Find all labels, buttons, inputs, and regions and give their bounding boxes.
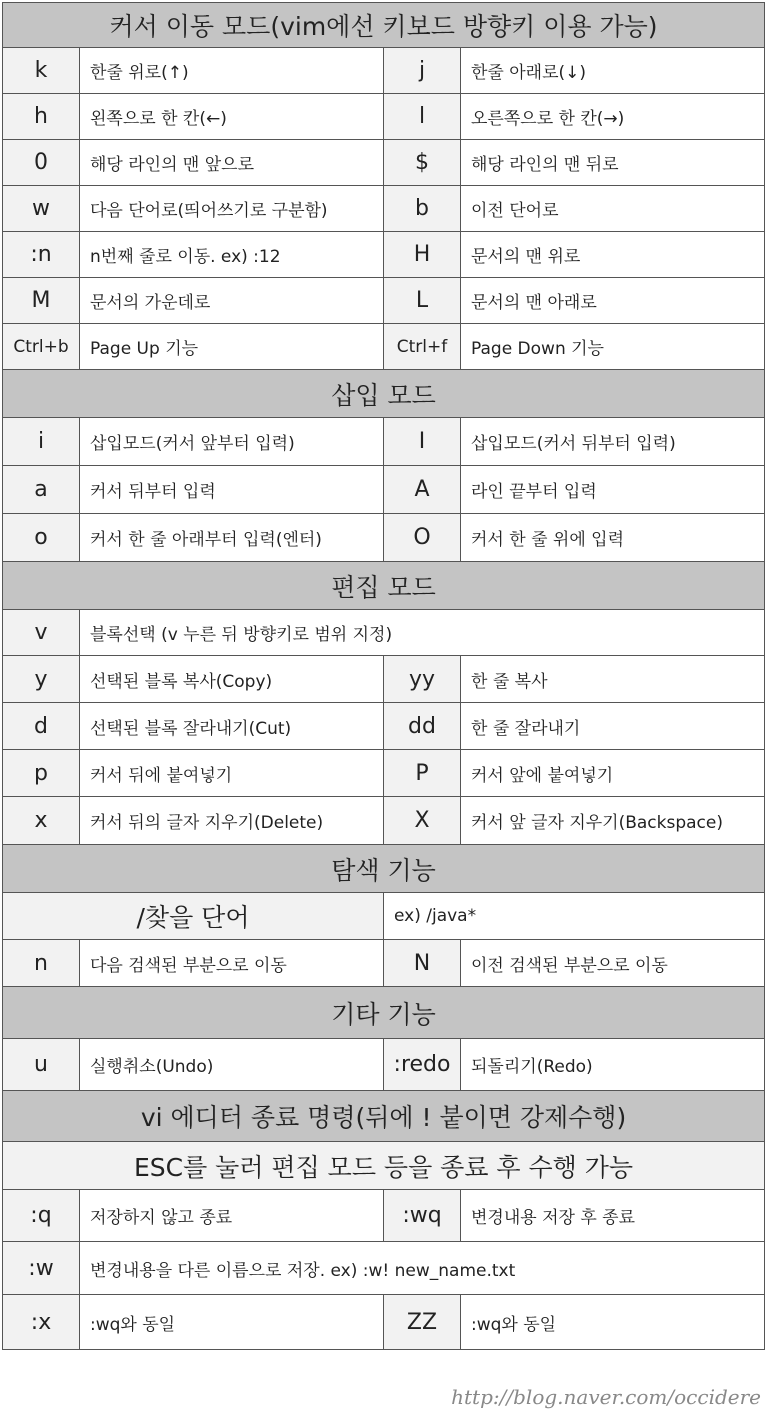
command-desc: 한 줄 잘라내기 [461,703,765,750]
command-desc: 커서 뒤에 붙여넣기 [80,750,384,797]
command-key: u [3,1039,80,1091]
command-key: i [3,418,80,466]
command-key: :q [3,1190,80,1242]
command-key: :w [3,1242,80,1295]
table-row [3,186,765,232]
command-key: Ctrl+f [384,324,461,370]
command-key: P [384,750,461,797]
command-key: A [384,466,461,514]
command-desc: 선택된 블록 복사(Copy) [80,656,384,703]
command-key: y [3,656,80,703]
table-row [3,418,765,466]
command-key: I [384,418,461,466]
command-key: b [384,186,461,232]
table-row [3,750,765,797]
section-subtitle-quit: ESC를 눌러 편집 모드 등을 종료 후 수행 가능 [3,1142,765,1190]
command-key: n [3,940,80,987]
table-row [3,514,765,562]
command-desc: 실행취소(Undo) [80,1039,384,1091]
command-desc: 다음 검색된 부분으로 이동 [80,940,384,987]
section-title-other: 기타 기능 [3,987,765,1039]
command-desc: 커서 뒤의 글자 지우기(Delete) [80,797,384,845]
command-desc: :wq와 동일 [80,1295,384,1350]
command-desc: 커서 한 줄 위에 입력 [461,514,765,562]
command-key: :redo [384,1039,461,1091]
command-desc: 이전 검색된 부분으로 이동 [461,940,765,987]
table-row [3,1039,765,1091]
section-title-insert: 삽입 모드 [3,370,765,418]
table-row [3,797,765,845]
command-desc: 해당 라인의 맨 앞으로 [80,140,384,186]
table-row [3,656,765,703]
command-desc: 선택된 블록 잘라내기(Cut) [80,703,384,750]
command-desc: 한줄 위로(↑) [80,48,384,94]
command-desc: 커서 앞 글자 지우기(Backspace) [461,797,765,845]
command-key: w [3,186,80,232]
command-desc: 오른쪽으로 한 칸(→) [461,94,765,140]
table-row [3,940,765,987]
command-desc: 문서의 가운데로 [80,278,384,324]
command-key: l [384,94,461,140]
command-key: O [384,514,461,562]
command-key: d [3,703,80,750]
command-desc: 커서 뒤부터 입력 [80,466,384,514]
command-desc: Page Up 기능 [80,324,384,370]
command-desc: 해당 라인의 맨 뒤로 [461,140,765,186]
table-row [3,94,765,140]
command-key: ZZ [384,1295,461,1350]
table-row [3,610,765,656]
command-key: $ [384,140,461,186]
command-desc: 커서 앞에 붙여넣기 [461,750,765,797]
table-row [3,893,765,940]
command-desc: n번째 줄로 이동. ex) :12 [80,232,384,278]
command-key: :x [3,1295,80,1350]
section-title-quit: vi 에디터 종료 명령(뒤에 ! 붙이면 강제수행) [3,1091,765,1142]
command-key: a [3,466,80,514]
command-desc: 커서 한 줄 아래부터 입력(엔터) [80,514,384,562]
command-desc: 변경내용 저장 후 종료 [461,1190,765,1242]
command-key: h [3,94,80,140]
command-desc: 다음 단어로(띄어쓰기로 구분함) [80,186,384,232]
table-row [3,324,765,370]
command-key: N [384,940,461,987]
command-key: 0 [3,140,80,186]
command-desc: 왼쪽으로 한 칸(←) [80,94,384,140]
command-desc: 한 줄 복사 [461,656,765,703]
section-title-edit: 편집 모드 [3,562,765,610]
command-key: j [384,48,461,94]
command-desc: 이전 단어로 [461,186,765,232]
command-desc: 한줄 아래로(↓) [461,48,765,94]
command-desc: :wq와 동일 [461,1295,765,1350]
command-desc: 삽입모드(커서 뒤부터 입력) [461,418,765,466]
table-row [3,703,765,750]
command-desc: 되돌리기(Redo) [461,1039,765,1091]
command-desc: Page Down 기능 [461,324,765,370]
command-desc: 삽입모드(커서 앞부터 입력) [80,418,384,466]
command-key: p [3,750,80,797]
command-desc: 라인 끝부터 입력 [461,466,765,514]
search-command: /찾을 단어 [3,893,384,940]
search-example: ex) /java* [384,893,765,940]
command-key: x [3,797,80,845]
command-key: :n [3,232,80,278]
table-row [3,140,765,186]
section-title-cursor: 커서 이동 모드(vim에선 키보드 방향키 이용 가능) [3,3,765,48]
command-key: M [3,278,80,324]
table-row [3,232,765,278]
command-desc: 블록선택 (v 누른 뒤 방향키로 범위 지정) [80,610,765,656]
command-key: k [3,48,80,94]
command-desc: 변경내용을 다른 이름으로 저장. ex) :w! new_name.txt [80,1242,765,1295]
table-row [3,278,765,324]
table-row [3,1242,765,1295]
table-row [3,1295,765,1350]
table-row [3,466,765,514]
blog-credit-text: http://blog.naver.com/occidere [451,1385,761,1409]
command-key: :wq [384,1190,461,1242]
command-key: L [384,278,461,324]
command-key: yy [384,656,461,703]
command-key: o [3,514,80,562]
section-title-search: 탐색 기능 [3,845,765,893]
table-row [3,48,765,94]
command-desc: 문서의 맨 아래로 [461,278,765,324]
command-desc: 문서의 맨 위로 [461,232,765,278]
command-key: Ctrl+b [3,324,80,370]
command-key: X [384,797,461,845]
command-desc: 저장하지 않고 종료 [80,1190,384,1242]
command-key: v [3,610,80,656]
command-key: H [384,232,461,278]
vim-cheatsheet-table [2,2,765,1350]
command-key: dd [384,703,461,750]
table-row [3,1190,765,1242]
